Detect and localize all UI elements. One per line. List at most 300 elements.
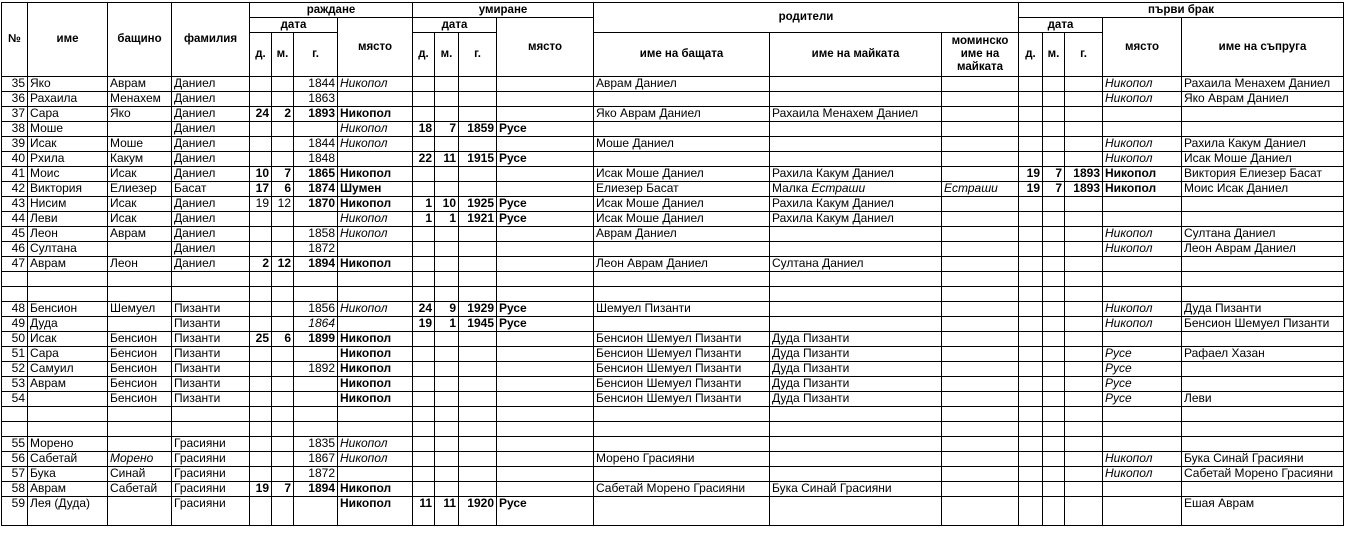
cell-mother-maiden-name [942,92,1019,107]
cell-surname: Даниел [172,122,250,137]
cell-marriage-year [1065,482,1103,497]
cell-marriage-month [1043,422,1065,437]
cell-death-day [413,287,435,302]
cell-name: Моше [28,122,108,137]
cell-marriage-place: Никопол [1103,452,1182,467]
cell-surname: Даниел [172,92,250,107]
cell-birth-place [338,152,413,167]
cell-no: 52 [2,362,28,377]
cell-death-place: Русе [497,302,594,317]
cell-birth-place: Никопол [338,347,413,362]
cell-marriage-place: Никопол [1103,242,1182,257]
cell-father-name [594,242,770,257]
cell-name: Исак [28,137,108,152]
header-birth-month: м. [272,33,294,77]
cell-birth-place: Никопол [338,137,413,152]
cell-death-day [413,452,435,467]
cell-birth-place: Никопол [338,452,413,467]
cell-name [28,407,108,422]
cell-birth-place: Никопол [338,482,413,497]
spacer-row [2,272,1344,287]
cell-birth-month [272,497,294,526]
cell-spouse-name [1182,422,1344,437]
cell-surname: Пизанти [172,347,250,362]
cell-spouse-name: Султана Даниел [1182,227,1344,242]
cell-marriage-place: Русе [1103,377,1182,392]
cell-death-year [459,77,497,92]
cell-birth-place: Никопол [338,227,413,242]
cell-no: 55 [2,437,28,452]
cell-death-day: 11 [413,497,435,526]
cell-marriage-year [1065,497,1103,526]
header-marriage-year: г. [1065,33,1103,77]
cell-no: 42 [2,182,28,197]
cell-name: Султана [28,242,108,257]
cell-birth-place: Никопол [338,332,413,347]
cell-marriage-year [1065,77,1103,92]
cell-no: 41 [2,167,28,182]
cell-birth-month [272,362,294,377]
cell-spouse-name: Дуда Пизанти [1182,302,1344,317]
cell-death-year [459,482,497,497]
cell-surname: Грасияни [172,482,250,497]
cell-marriage-month [1043,332,1065,347]
cell-patronymic [108,287,172,302]
cell-birth-day: 25 [250,332,272,347]
cell-death-month: 1 [435,212,459,227]
cell-father-name: Исак Моше Даниел [594,212,770,227]
cell-spouse-name: Бенсион Шемуел Пизанти [1182,317,1344,332]
cell-birth-month [272,212,294,227]
cell-name: Рхила [28,152,108,167]
cell-marriage-place [1103,272,1182,287]
cell-birth-year: 1865 [294,167,338,182]
cell-name: Аврам [28,377,108,392]
cell-birth-year: 1872 [294,467,338,482]
cell-birth-day: 17 [250,182,272,197]
cell-death-month [435,92,459,107]
cell-birth-day [250,497,272,526]
cell-spouse-name [1182,212,1344,227]
cell-name: Виктория [28,182,108,197]
cell-patronymic [108,422,172,437]
table-row [2,497,1344,526]
cell-name: Нисим [28,197,108,212]
cell-mother-name: Дуда Пизанти [770,347,942,362]
cell-death-place [497,227,594,242]
cell-marriage-year: 1893 [1065,182,1103,197]
cell-patronymic: Бенсион [108,347,172,362]
cell-birth-place: Шумен [338,182,413,197]
cell-father-name [594,422,770,437]
cell-father-name: Исак Моше Даниел [594,197,770,212]
cell-birth-month: 12 [272,257,294,272]
table-row [2,77,1344,92]
cell-marriage-month [1043,362,1065,377]
cell-patronymic: Исак [108,167,172,182]
cell-patronymic [108,122,172,137]
cell-birth-day [250,227,272,242]
cell-marriage-place [1103,212,1182,227]
cell-no: 57 [2,467,28,482]
table-row [2,107,1344,122]
cell-marriage-day [1019,92,1043,107]
cell-birth-year [294,407,338,422]
cell-father-name: Аврам Даниел [594,77,770,92]
cell-name [28,392,108,407]
cell-surname: Даниел [172,152,250,167]
cell-surname: Даниел [172,137,250,152]
cell-birth-day [250,347,272,362]
cell-birth-month [272,77,294,92]
cell-marriage-place: Никопол [1103,182,1182,197]
cell-mother-maiden-name [942,227,1019,242]
cell-death-place [497,92,594,107]
header-birth: раждане [250,3,413,18]
cell-birth-year: 1872 [294,242,338,257]
table-row [2,317,1344,332]
cell-marriage-place [1103,422,1182,437]
mother-maiden-surname: Естраши [811,181,866,195]
cell-birth-year: 1835 [294,437,338,452]
cell-birth-place [338,317,413,332]
cell-marriage-day [1019,137,1043,152]
cell-mother-maiden-name [942,77,1019,92]
cell-marriage-year [1065,422,1103,437]
cell-birth-month: 7 [272,482,294,497]
cell-death-place [497,452,594,467]
cell-marriage-month [1043,452,1065,467]
cell-death-month [435,407,459,422]
cell-birth-place: Никопол [338,497,413,526]
cell-mother-maiden-name [942,407,1019,422]
cell-death-year [459,452,497,467]
cell-patronymic: Шемуел [108,302,172,317]
cell-birth-year: 1864 [294,317,338,332]
cell-marriage-year [1065,242,1103,257]
cell-death-day [413,347,435,362]
cell-marriage-day: 19 [1019,182,1043,197]
cell-no: 56 [2,452,28,467]
cell-mother-name: Дуда Пизанти [770,377,942,392]
cell-marriage-month [1043,467,1065,482]
cell-father-name: Бенсион Шемуел Пизанти [594,332,770,347]
header-marriage-place: място [1103,18,1182,77]
table-row [2,152,1344,167]
cell-birth-year: 1894 [294,257,338,272]
cell-death-day [413,377,435,392]
cell-death-place [497,242,594,257]
cell-no [2,422,28,437]
cell-father-name: Яко Аврам Даниел [594,107,770,122]
cell-father-name: Бенсион Шемуел Пизанти [594,347,770,362]
cell-marriage-day: 19 [1019,167,1043,182]
cell-mother-maiden-name [942,422,1019,437]
cell-mother-name [770,272,942,287]
cell-death-day [413,482,435,497]
cell-birth-place: Никопол [338,437,413,452]
cell-name [28,422,108,437]
cell-death-year: 1921 [459,212,497,227]
cell-marriage-day [1019,332,1043,347]
cell-mother-name [770,302,942,317]
cell-death-year [459,137,497,152]
cell-marriage-year [1065,317,1103,332]
cell-birth-day [250,152,272,167]
cell-mother-maiden-name [942,107,1019,122]
cell-death-place: Русе [497,317,594,332]
cell-mother-maiden-name [942,287,1019,302]
cell-spouse-name [1182,107,1344,122]
cell-no: 39 [2,137,28,152]
cell-marriage-year [1065,152,1103,167]
cell-mother-name [770,152,942,167]
cell-marriage-place [1103,287,1182,302]
cell-death-day: 24 [413,302,435,317]
cell-patronymic: Аврам [108,227,172,242]
cell-mother-maiden-name [942,392,1019,407]
cell-marriage-month [1043,482,1065,497]
cell-death-place [497,137,594,152]
cell-father-name [594,152,770,167]
header-spouse-name: име на съпруга [1182,18,1344,77]
cell-mother-name [770,227,942,242]
cell-marriage-year [1065,227,1103,242]
cell-name [28,287,108,302]
cell-death-month [435,452,459,467]
table-row [2,212,1344,227]
header-birth-place: място [338,18,413,77]
header-surname: фамилия [172,3,250,77]
cell-no: 47 [2,257,28,272]
cell-surname: Даниел [172,227,250,242]
header-marriage-date: дата [1019,18,1103,33]
cell-birth-month [272,287,294,302]
cell-mother-name [770,467,942,482]
cell-spouse-name: Ешая Аврам [1182,497,1344,526]
cell-spouse-name: Бука Синай Грасияни [1182,452,1344,467]
cell-mother-maiden-name [942,497,1019,526]
cell-marriage-year [1065,437,1103,452]
cell-patronymic [108,497,172,526]
cell-marriage-day [1019,482,1043,497]
cell-marriage-place [1103,497,1182,526]
cell-marriage-place [1103,107,1182,122]
cell-patronymic: Сабетай [108,482,172,497]
cell-mother-maiden-name [942,272,1019,287]
cell-death-year [459,347,497,362]
cell-birth-year [294,347,338,362]
cell-birth-month: 12 [272,197,294,212]
cell-patronymic: Бенсион [108,332,172,347]
cell-mother-maiden-name [942,362,1019,377]
cell-death-day: 1 [413,212,435,227]
cell-name: Дуда [28,317,108,332]
cell-death-day [413,77,435,92]
cell-spouse-name [1182,407,1344,422]
cell-birth-place: Никопол [338,377,413,392]
cell-father-name [594,287,770,302]
cell-birth-year: 1844 [294,137,338,152]
cell-death-month [435,332,459,347]
cell-birth-month [272,122,294,137]
cell-death-year: 1915 [459,152,497,167]
header-patronymic: бащино [108,3,172,77]
cell-mother-maiden-name [942,452,1019,467]
cell-mother-name: Дуда Пизанти [770,362,942,377]
cell-death-day: 19 [413,317,435,332]
cell-death-place [497,107,594,122]
cell-father-name [594,122,770,137]
cell-father-name: Моше Даниел [594,137,770,152]
cell-marriage-day [1019,362,1043,377]
cell-birth-year: 1874 [294,182,338,197]
cell-marriage-month [1043,242,1065,257]
table-row [2,182,1344,197]
cell-marriage-day [1019,437,1043,452]
cell-death-month [435,467,459,482]
cell-father-name: Шемуел Пизанти [594,302,770,317]
cell-father-name: Леон Аврам Даниел [594,257,770,272]
cell-death-year [459,257,497,272]
cell-death-day [413,227,435,242]
table-row [2,362,1344,377]
cell-birth-month [272,467,294,482]
cell-patronymic: Исак [108,212,172,227]
cell-birth-year: 1899 [294,332,338,347]
cell-birth-month [272,377,294,392]
cell-marriage-place: Никопол [1103,167,1182,182]
cell-death-year [459,362,497,377]
cell-marriage-year [1065,452,1103,467]
cell-surname: Грасияни [172,497,250,526]
cell-no: 43 [2,197,28,212]
cell-marriage-year [1065,122,1103,137]
cell-mother-name [770,182,942,197]
cell-birth-month [272,302,294,317]
cell-death-month [435,347,459,362]
cell-birth-day [250,422,272,437]
header-death-year: г. [459,33,497,77]
cell-birth-month [272,407,294,422]
cell-birth-place: Никопол [338,122,413,137]
cell-marriage-place: Русе [1103,362,1182,377]
cell-no: 50 [2,332,28,347]
cell-spouse-name [1182,377,1344,392]
cell-surname: Басат [172,182,250,197]
cell-death-year [459,167,497,182]
cell-marriage-day [1019,272,1043,287]
cell-death-day [413,182,435,197]
cell-name: Рахаила [28,92,108,107]
cell-death-year [459,92,497,107]
cell-patronymic: Моше [108,137,172,152]
cell-marriage-year [1065,302,1103,317]
cell-father-name: Бенсион Шемуел Пизанти [594,392,770,407]
header-father-name: име на бащата [594,33,770,77]
cell-birth-month: 6 [272,182,294,197]
cell-marriage-place: Русе [1103,392,1182,407]
cell-surname: Даниел [172,257,250,272]
cell-marriage-place: Никопол [1103,227,1182,242]
cell-patronymic: Бенсион [108,362,172,377]
cell-death-year [459,182,497,197]
cell-death-place: Русе [497,152,594,167]
cell-mother-name [770,452,942,467]
cell-marriage-day [1019,452,1043,467]
cell-marriage-month [1043,212,1065,227]
header-marriage-day: д. [1019,33,1043,77]
cell-patronymic: Синай [108,467,172,482]
cell-birth-month [272,452,294,467]
header-birth-year: г. [294,33,338,77]
cell-birth-year [294,422,338,437]
cell-death-year [459,407,497,422]
cell-birth-day [250,212,272,227]
cell-death-month [435,287,459,302]
table-row [2,227,1344,242]
cell-birth-place: Никопол [338,392,413,407]
cell-birth-day [250,467,272,482]
cell-mother-maiden-name [942,137,1019,152]
cell-spouse-name [1182,257,1344,272]
cell-death-day [413,392,435,407]
cell-marriage-month [1043,107,1065,122]
cell-death-day [413,107,435,122]
cell-no: 49 [2,317,28,332]
genealogy-table [1,2,1344,526]
cell-mother-maiden-name [942,347,1019,362]
cell-marriage-year [1065,92,1103,107]
cell-death-place [497,422,594,437]
cell-surname [172,287,250,302]
cell-spouse-name [1182,122,1344,137]
cell-death-month [435,272,459,287]
cell-mother-maiden-name [942,122,1019,137]
cell-birth-place [338,467,413,482]
cell-no: 45 [2,227,28,242]
cell-birth-month: 6 [272,332,294,347]
cell-death-place [497,437,594,452]
cell-mother-name: Рахаила Менахем Даниел [770,107,942,122]
cell-marriage-year: 1893 [1065,167,1103,182]
cell-mother-maiden-name [942,257,1019,272]
cell-death-month [435,182,459,197]
cell-death-day [413,272,435,287]
cell-surname [172,407,250,422]
cell-marriage-day [1019,407,1043,422]
table-row [2,137,1344,152]
cell-no: 36 [2,92,28,107]
cell-marriage-day [1019,122,1043,137]
cell-surname: Пизанти [172,362,250,377]
table-row [2,332,1344,347]
cell-birth-month [272,437,294,452]
cell-marriage-year [1065,407,1103,422]
cell-death-place [497,377,594,392]
cell-surname: Даниел [172,167,250,182]
cell-spouse-name: Моис Исак Даниел [1182,182,1344,197]
cell-death-year [459,422,497,437]
cell-surname: Пизанти [172,317,250,332]
cell-marriage-place [1103,332,1182,347]
cell-name: Леон [28,227,108,242]
cell-no: 54 [2,392,28,407]
cell-death-year [459,107,497,122]
cell-death-place [497,467,594,482]
cell-mother-name: Рахила Какум Даниел [770,197,942,212]
cell-spouse-name: Рахила Какум Даниел [1182,137,1344,152]
